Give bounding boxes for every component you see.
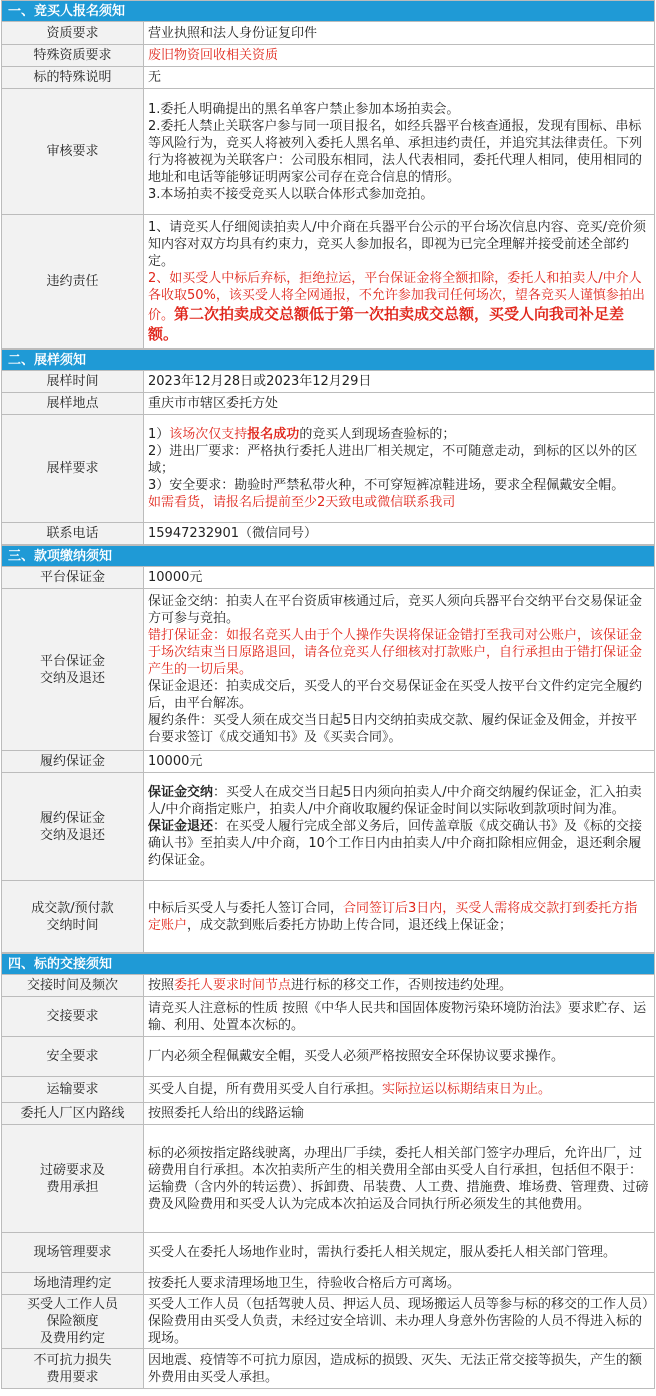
table-row xyxy=(2,523,655,545)
row-label: 交接要求 xyxy=(2,997,144,1037)
row-value: 废旧物资回收相关资质 xyxy=(144,45,655,67)
breach-rule-1: 1、请竞买人仔细阅读拍卖人/中介商在兵器平台公示的平台场次信息内容、竞买/竞价须知内容对双方均具有约束力，竞买人参加报名，即视为已完全理解并接受前述全部约定。 xyxy=(148,220,647,269)
row-value: 买受人在委托人场地作业时，需执行委托人相关规定，服从委托人相关部门管理。 xyxy=(144,1233,655,1273)
table-row xyxy=(2,415,655,523)
row-value: 无 xyxy=(144,67,655,89)
row-label: 联系电话 xyxy=(2,523,144,545)
handover-table xyxy=(1,974,655,1389)
row-value: 标的必须按指定路线驶离，办理出厂手续，委托人相关部门签字办理后，允许出厂，过磅费用自行承担。本次拍卖所产生的相关费用全部由买受人自行承担，包括但不限于：运输费（含内外的转运费）、拆卸费、吊装费、人工费、措施费、堆场费、管理费、过磅费及风险费用和买受人认为完成本次拍运及合同执行所必须发生的其他费用。 xyxy=(144,1125,655,1233)
table-row xyxy=(2,1103,655,1125)
row-value: 按照委托人要求时间节点进行标的移交工作，否则按违约处理。 xyxy=(144,975,655,997)
row-label: 交接时间及频次 xyxy=(2,975,144,997)
row-value xyxy=(144,89,655,215)
table-row xyxy=(2,215,655,349)
row-value: 重庆市市辖区委托方处 xyxy=(144,393,655,415)
viewing-contact-note: 如需看货，请报名后提前至少2天致电或微信联系我司 xyxy=(148,495,456,510)
row-label: 安全要求 xyxy=(2,1037,144,1077)
payment-table xyxy=(1,566,655,953)
deposit-error-note: 错打保证金：如报名竞买人由于个人操作失误将保证金错打至我司对公账户，该保证金于场次结束当日原路退回，请各位竞买人仔细核对打款账户，自行承担由于错打保证金产生的一切后果。 xyxy=(148,628,643,677)
viewing-rule-3: 3）安全要求：勘验时严禁私带火种，不可穿短裤凉鞋进场，要求全程佩戴安全帽。 xyxy=(148,478,625,493)
row-value: 因地震、疫情等不可抗力原因，造成标的损毁、灭失、无法正常交接等损失，产生的额外费用由买受人承担。 xyxy=(144,1349,655,1389)
deposit-payment: 保证金交纳：拍卖人在平台资质审核通过后，竞买人须向兵器平台交纳平台交易保证金方可参与竞拍。 xyxy=(148,594,643,626)
notice-document xyxy=(1,0,655,1389)
perf-deposit-payment: 保证金交纳：买受人在成交当日起5日内须向拍卖人/中介商交纳履约保证金，汇入拍卖人/中介商指定账户，拍卖人/中介商收取履约保证金时间以实际收到款项时间为准。 xyxy=(148,785,642,817)
table-row xyxy=(2,371,655,393)
row-label: 现场管理要求 xyxy=(2,1233,144,1273)
row-label: 履约保证金 xyxy=(2,751,144,773)
row-value: 10000元 xyxy=(144,751,655,773)
section-header-payment: 三、款项缴纳须知 xyxy=(1,545,655,566)
viewing-rule-1: 1）该场次仅支持报名成功的竞买人到现场查验标的； xyxy=(148,427,456,442)
row-label: 违约责任 xyxy=(2,215,144,349)
section-header-registration: 一、竞买人报名须知 xyxy=(1,0,655,21)
row-value xyxy=(144,415,655,523)
breach-rule-2: 2、如买受人中标后弃标，拒绝拉运，平台保证金将全额扣除，委托人和拍卖人/中介人各收取50%，该买受人将全网通报，不允许参加我司任何场次，望各竞买人谨慎参拍出价。 xyxy=(148,271,645,323)
table-row xyxy=(2,881,655,953)
row-value: 买受人工作人员（包括驾驶人员、押运人员、现场搬运人员等参与标的移交的工作人员）保险费用由买受人负责，未经过安全培训、未办理人身意外伤害险的人员不得进入标的现场。 xyxy=(144,1295,655,1349)
row-label: 委托人厂区内路线 xyxy=(2,1103,144,1125)
viewing-rule-2: 2）进出厂要求：严格执行委托人进出厂相关规定，不可随意走动，到标的区以外的区域； xyxy=(148,444,638,476)
row-label: 过磅要求及 费用承担 xyxy=(2,1125,144,1233)
section-header-handover: 四、标的交接须知 xyxy=(1,953,655,974)
table-row xyxy=(2,1273,655,1295)
row-label: 履约保证金 交纳及退还 xyxy=(2,773,144,881)
audit-rule-2: 2.委托人禁止关联客户参与同一项目报名，如经兵器平台核查通报，发现有围标、串标等风险行为，竞买人将被列入委托人黑名单、承担违约责任，并追究其法律责任。下列行为将被视为关联客户：公司股东相同，法人代表相同，委托代理人相同，使用相同的地址和电话等能够证明两家公司存在竞合信息的情形。 xyxy=(148,118,643,185)
row-label: 特殊资质要求 xyxy=(2,45,144,67)
row-value xyxy=(144,589,655,751)
row-label: 资质要求 xyxy=(2,22,144,45)
row-value: 买受人自提，所有费用买受人自行承担。实际拉运以标期结束日为止。 xyxy=(144,1077,655,1103)
viewing-table xyxy=(1,370,655,545)
table-row xyxy=(2,1037,655,1077)
table-row xyxy=(2,1077,655,1103)
row-value: 10000元 xyxy=(144,567,655,589)
row-value: 营业执照和法人身份证复印件 xyxy=(144,22,655,45)
row-value: 厂内必须全程佩戴安全帽，买受人必须严格按照安全环保协议要求操作。 xyxy=(144,1037,655,1077)
row-value: 按照委托人给出的线路运输 xyxy=(144,1103,655,1125)
table-row xyxy=(2,589,655,751)
table-row xyxy=(2,1233,655,1273)
row-value xyxy=(144,773,655,881)
row-label: 运输要求 xyxy=(2,1077,144,1103)
row-value: 请竞买人注意标的性质 按照《中华人民共和国固体废物污染环境防治法》要求贮存、运输、利用、处置本次标的。 xyxy=(144,997,655,1037)
section-header-viewing: 二、展样须知 xyxy=(1,349,655,370)
row-label: 成交款/预付款 交纳时间 xyxy=(2,881,144,953)
row-label: 展样时间 xyxy=(2,371,144,393)
row-label: 买受人工作人员 保险额度 及费用约定 xyxy=(2,1295,144,1349)
table-row xyxy=(2,22,655,45)
table-row xyxy=(2,751,655,773)
breach-rule-3: 第二次拍卖成交总额低于第一次拍卖成交总额，买受人向我司补足差额。 xyxy=(148,305,625,343)
row-label: 展样要求 xyxy=(2,415,144,523)
table-row xyxy=(2,773,655,881)
row-value: 按委托人要求清理场地卫生，待验收合格后方可离场。 xyxy=(144,1273,655,1295)
table-row xyxy=(2,1349,655,1389)
performance-conditions: 履约条件：买受人须在成交当日起5日内交纳拍卖成交款、履约保证金及佣金，并按平台要求签订《成交通知书》及《买卖合同》。 xyxy=(148,713,638,745)
row-value: 2023年12月28日或2023年12月29日 xyxy=(144,371,655,393)
row-label: 平台保证金 xyxy=(2,567,144,589)
row-label: 审核要求 xyxy=(2,89,144,215)
row-label: 展样地点 xyxy=(2,393,144,415)
table-row xyxy=(2,997,655,1037)
row-label: 标的特殊说明 xyxy=(2,67,144,89)
table-row xyxy=(2,89,655,215)
table-row xyxy=(2,45,655,67)
row-value: 中标后买受人与委托人签订合同，合同签订后3日内，买受人需将成交款打到委托方指定账户，成交款到账后委托方协助上传合同，退还线上保证金； xyxy=(144,881,655,953)
audit-rule-1: 1.委托人明确提出的黑名单客户禁止参加本场拍卖会。 xyxy=(148,101,460,117)
registration-table xyxy=(1,21,655,349)
row-value xyxy=(144,215,655,349)
contact-phone: 15947232901（微信同号） xyxy=(144,523,655,545)
table-row xyxy=(2,1295,655,1349)
table-row xyxy=(2,567,655,589)
table-row xyxy=(2,975,655,997)
table-row xyxy=(2,1125,655,1233)
table-row xyxy=(2,67,655,89)
table-row xyxy=(2,393,655,415)
row-label: 不可抗力损失 费用要求 xyxy=(2,1349,144,1389)
row-label: 场地清理约定 xyxy=(2,1273,144,1295)
audit-rule-3: 3.本场拍卖不接受竞买人以联合体形式参加竞拍。 xyxy=(148,186,434,202)
deposit-refund: 保证金退还：拍卖成交后，买受人的平台交易保证金在买受人按平台文件约定完全履约后，由平台解冻。 xyxy=(148,679,643,711)
row-label: 平台保证金 交纳及退还 xyxy=(2,589,144,751)
perf-deposit-refund: 保证金退还：在买受人履行完成全部义务后，回传盖章版《成交确认书》及《标的交接确认书》至拍卖人/中介商，10个工作日内由拍卖人/中介商扣除相应佣金，退还剩余履约保证金。 xyxy=(148,819,643,868)
